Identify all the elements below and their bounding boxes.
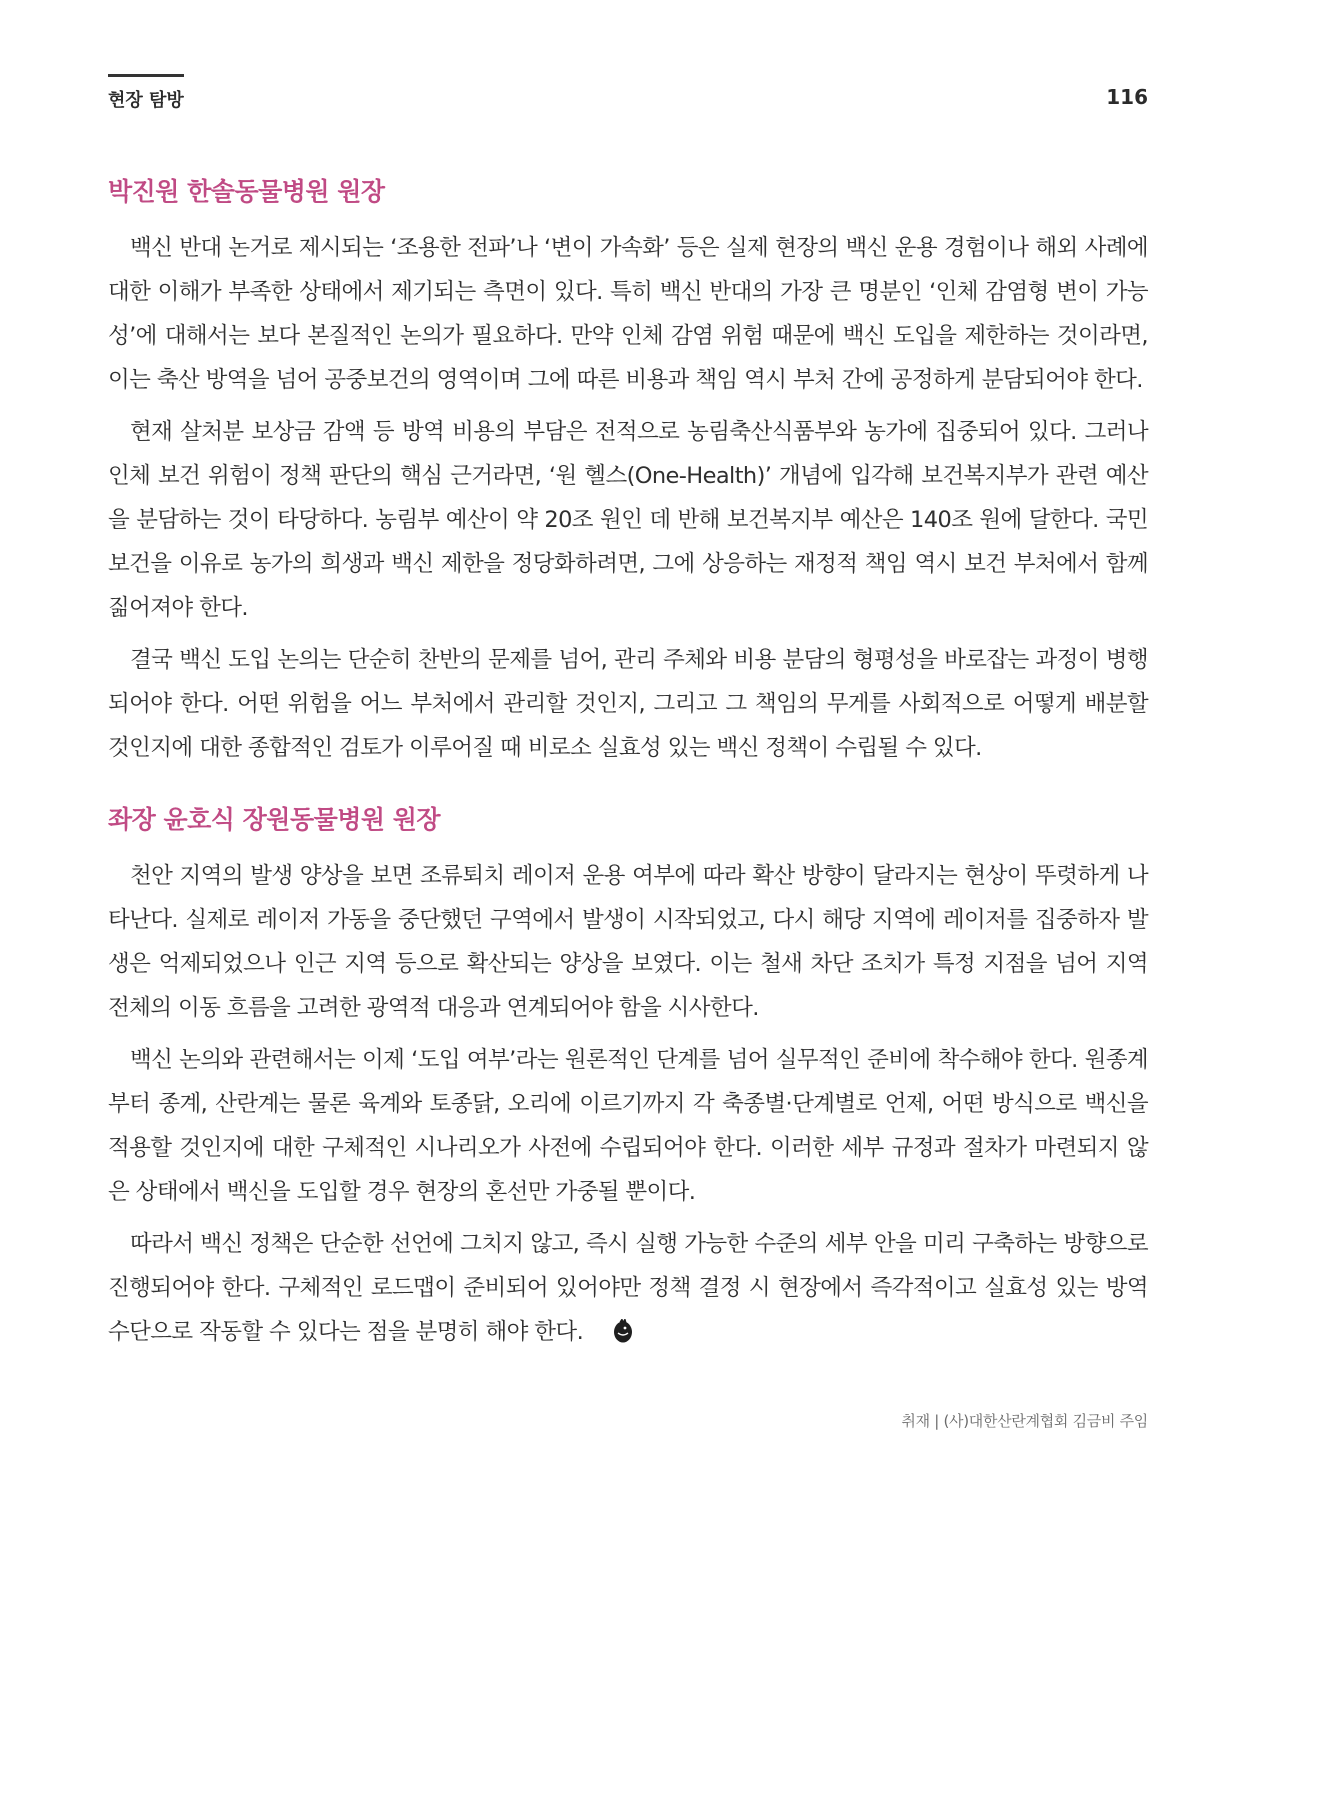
paragraph: 현재 살처분 보상금 감액 등 방역 비용의 부담은 전적으로 농림축산식품부와 농가에 집중되어 있다. 그러나 인체 보건 위험이 정책 판단의 핵심 근거라면, ‘원 헬스(One-Health)’ 개념에 입각해 보건복지부가 관련 예산을 분담하는 것이 타당하다. 농림부 예산이 약 20조 원인 데 반해 보건복지부 예산은 140조 원에 달한다. 국민 보건을 이유로 농가의 희생과 백신 제한을 정당화하려면, 그에 상응하는 재정적 책임 역시 보건 부처에서 함께 짊어져야 한다. [108,419,1148,621]
page-header [108,74,1148,114]
credit-line: 취재 | (사)대한산란계협회 김금비 주임 [901,1412,1148,1430]
section-label: 현장 탐방 [108,90,184,111]
paragraph-final [108,1222,1148,1354]
paragraph-text: 따라서 백신 정책은 단순한 선언에 그치지 않고, 즉시 실행 가능한 수준의 세부 안을 미리 구축하는 방향으로 진행되어야 한다. 구체적인 로드맵이 준비되어 있어야만 정책 결정 시 현장에서 즉각적이고 실효성 있는 방역 수단으로 작동할 수 있다는 점을 분명히 해야 한다. [108,1231,1148,1345]
header-rule [108,74,184,77]
paragraph: 천안 지역의 발생 양상을 보면 조류퇴치 레이저 운용 여부에 따라 확산 방향이 달라지는 현상이 뚜렷하게 나타난다. 실제로 레이저 가동을 중단했던 구역에서 발생이 시작되었고, 다시 해당 지역에 레이저를 집중하자 발생은 억제되었으나 인근 지역 등으로 확산되는 양상을 보였다. 이는 철새 차단 조치가 특정 지점을 넘어 지역 전체의 이동 흐름을 고려한 광역적 대응과 연계되어야 함을 시사한다. [108,863,1148,1021]
interviewee-heading-1: 박진원 한솔동물병원 원장 [108,177,385,206]
interviewee-heading-2: 좌장 윤호식 장원동물병원 원장 [108,805,441,834]
chicken-end-mark-icon [591,1314,611,1338]
article-body [108,172,1148,1362]
paragraph: 백신 논의와 관련해서는 이제 ‘도입 여부’라는 원론적인 단계를 넘어 실무적인 준비에 착수해야 한다. 원종계부터 종계, 산란계는 물론 육계와 토종닭, 오리에 이르기까지 각 축종별·단계별로 언제, 어떤 방식으로 백신을 적용할 것인지에 대한 구체적인 시나리오가 사전에 수립되어야 한다. 이러한 세부 규정과 절차가 마련되지 않은 상태에서 백신을 도입할 경우 현장의 혼선만 가중될 뿐이다. [108,1047,1148,1205]
paragraph: 백신 반대 논거로 제시되는 ‘조용한 전파’나 ‘변이 가속화’ 등은 실제 현장의 백신 운용 경험이나 해외 사례에 대한 이해가 부족한 상태에서 제기되는 측면이 있다. 특히 백신 반대의 가장 큰 명분인 ‘인체 감염형 변이 가능성’에 대해서는 보다 본질적인 논의가 필요하다. 만약 인체 감염 위험 때문에 백신 도입을 제한하는 것이라면, 이는 축산 방역을 넘어 공중보건의 영역이며 그에 따른 비용과 책임 역시 부처 간에 공정하게 분담되어야 한다. [108,235,1148,393]
paragraph: 결국 백신 도입 논의는 단순히 찬반의 문제를 넘어, 관리 주체와 비용 분담의 형평성을 바로잡는 과정이 병행되어야 한다. 어떤 위험을 어느 부처에서 관리할 것인지, 그리고 그 책임의 무게를 사회적으로 어떻게 배분할 것인지에 대한 종합적인 검토가 이루어질 때 비로소 실효성 있는 백신 정책이 수립될 수 있다. [108,647,1148,761]
page-number: 116 [1106,85,1148,109]
